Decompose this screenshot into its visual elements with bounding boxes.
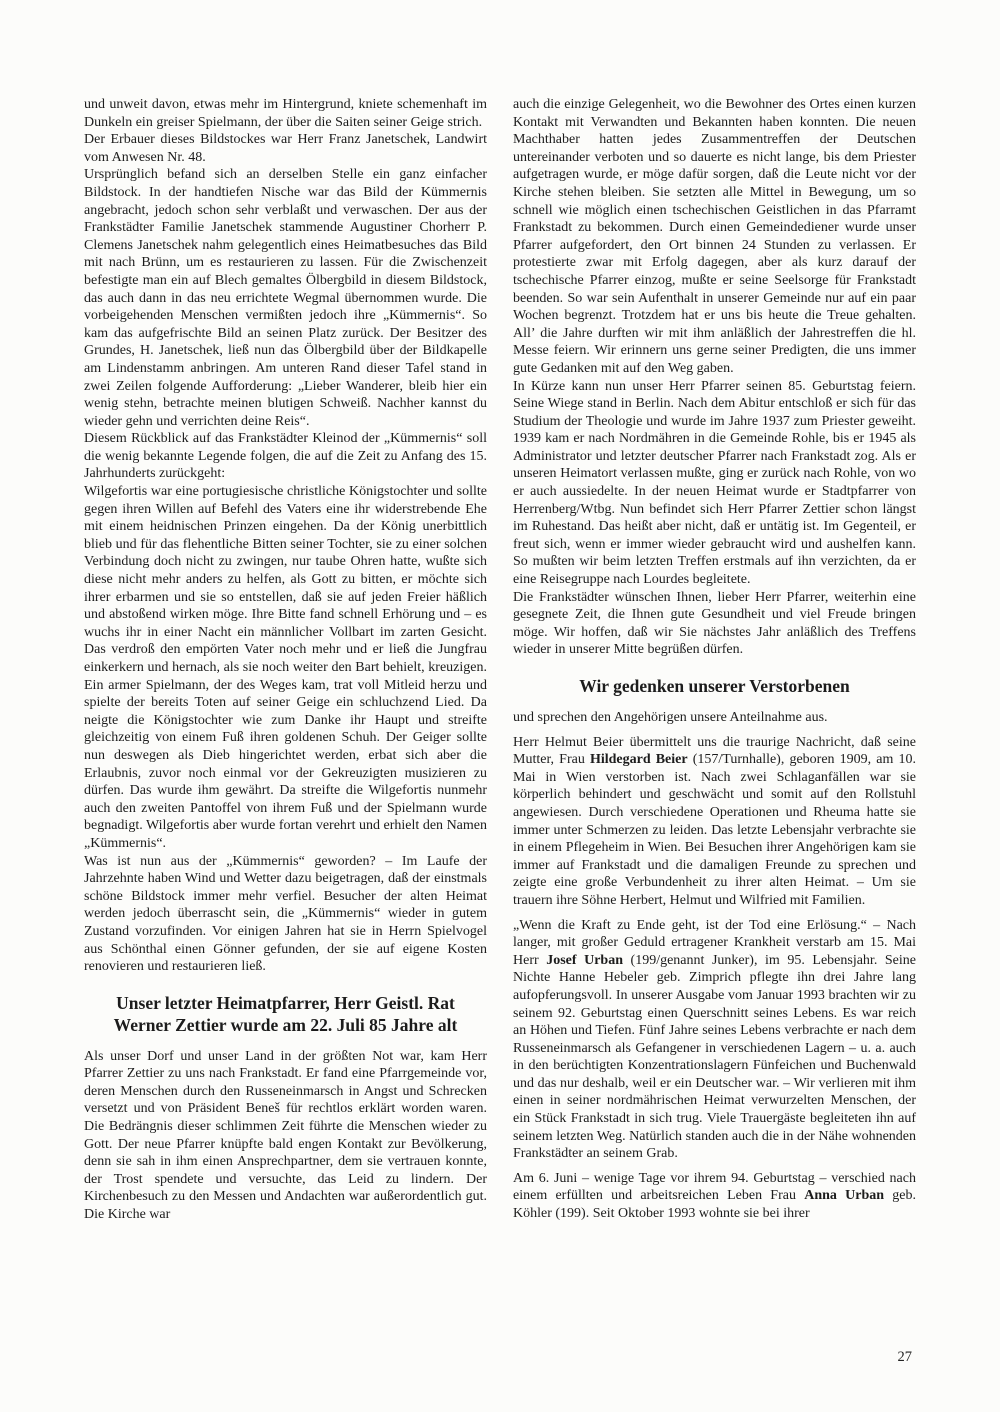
text-run: Diesem Rückblick auf das Frankstädter Kleinod der „Kümmernis“ soll die wenig bekannte Legende folgen, die auf die Zeit zu Anfang des 15. Jahrhunderts zurückgeht: bbox=[84, 431, 487, 482]
text-run: Der Erbauer dieses Bildstockes war Herr Franz Janetschek, Landwirt vom Anwesen Nr. 48. bbox=[84, 132, 487, 165]
paragraph bbox=[84, 166, 487, 430]
text-run: auch die einzige Gelegenheit, wo die Bewohner des Ortes einen kurzen Kontakt mit Verwandten und Bekannten haben konnten. Die neuen Machthaber hatten jedes Zusammentreffen der Deutschen untereinander verboten und so dauerte es nicht lange, bis dem Priester aufgetragen wurde, er möge dafür sorgen, daß die Leute nicht vor der Kirche stehen bleiben. Sie setzten alle Mittel in Bewegung, um so schnell wie möglich einen tschechischen Geistlichen in das Pfarramt Frankstadt zu bekommen. Durch einen Gemeindediener wurde unser Pfarrer aufgefordert, den Ort binnen 24 Stunden zu verlassen. Er protestierte zwar mit Erfolg dagegen, aber als kurz darauf der tschechische Pfarrer einzog, mußte er seine Seelsorge für Frankstadt beenden. So war sein Aufenthalt in unserer Gemeinde nur auf ein paar Wochen begrenzt. Trotzdem hat er uns bis heute die Treue gehalten. All’ die Jahre durften wir mit ihm anläßlich der Jahrestreffen die hl. Messe feiern. Wir erinnern uns gerne seiner Predigten, die uns immer gute Gedanken mit auf den Weg gaben. bbox=[513, 97, 916, 376]
paragraph bbox=[513, 734, 916, 910]
text-run: und sprechen den Angehörigen unsere Anteilnahme aus. bbox=[513, 710, 828, 725]
text-run: Die Frankstädter wünschen Ihnen, lieber Herr Pfarrer, weiterhin eine gesegnete Zeit, die Ihnen gute Gesundheit und viel Freude bringen möge. Wir hoffen, daß wir Sie nächstes Jahr anläßlich des Treffens wieder in unserer Mitte begrüßen dürfen. bbox=[513, 589, 916, 658]
left-column bbox=[84, 96, 487, 1224]
paragraph bbox=[513, 1170, 916, 1223]
page-number: 27 bbox=[897, 1349, 912, 1365]
two-column-layout bbox=[84, 96, 916, 1224]
text-run: geb. Köhler (199). Seit Oktober 1993 wohnte sie bei ihrer bbox=[513, 1188, 916, 1222]
text-run: In Kürze kann nun unser Herr Pfarrer seinen 85. Geburtstag feiern. Seine Wiege stand in Berlin. Nach dem Abitur entschloß er sich für das Studium der Theologie und wurde im Jahre 1937 zum Priester geweiht. 1939 kam er nach Nordmähren in die Gemeinde Rohle, bis er 1945 als Administrator und letzter deutscher Pfarrer nach Frankstadt zog. Als er unseren Heimatort verlassen mußte, ging er zurück nach Rohle, von wo er auch aussiedelte. In der neuen Heimat wurde er Stadtpfarrer von Herrenberg/Wtbg. Nun befindet sich Herr Pfarrer Zettier schon längst im Ruhestand. Das heißt aber nicht, daß er untätig ist. Im Gegenteil, er freut sich, wenn er immer wieder gebraucht wird und aushelfen kann. So mußten wir beim letzten Treffen erstmals auf ihn verzichten, da er eine Reisegruppe nach Lourdes begleitete. bbox=[513, 378, 916, 588]
right-column bbox=[513, 96, 916, 1224]
paragraph bbox=[84, 131, 487, 166]
paragraph bbox=[84, 483, 487, 852]
paragraph bbox=[84, 96, 487, 131]
paragraph bbox=[513, 917, 916, 1163]
text-run: (157/Turnhalle), geboren 1909, am 10. Mai in Wien verstorben ist. Nach zwei Schlaganfällen war sie körperlich behindert und geschwächt und somit auf den Rollstuhl angewiesen. Durch verschiedene Operationen und Rheuma hatte sie immer unter Schmerzen zu leiden. Das letzte Lebensjahr verbrachte sie in einem Pflegeheim in Wien. Bei Besuchen ihrer Angehörigen kam sie immer auf Frankstadt und die damaligen Freunde zu sprechen und zeigte eine große Verbundenheit zu ihrer alten Heimat. – Um sie trauern ihre Söhne Herbert, Helmut und Wilfried mit Familien. bbox=[513, 752, 916, 908]
bold-name: Josef Urban bbox=[546, 952, 623, 968]
text-run: Als unser Dorf und unser Land in der größten Not war, kam Herr Pfarrer Zettier zu uns nach Frankstadt. Er fand eine Pfarrgemeinde vor, deren Menschen durch den Russeneinmarsch in Angst und Schrecken versetzt und von Präsident Beneš für rechtlos erklärt worden waren. Die Bedrängnis dieser schlimmen Zeit führte die Menschen wieder zu Gott. Der neue Pfarrer knüpfte bald engen Kontakt zur Bevölkerung, denn sie sah in ihm einen Ansprechpartner, dem sie vertrauen konnte, der Trost spendete und versuchte, das Leid zu lindern. Der Kirchenbesuch zu den Messen und Andachten war außerordentlich gut. Die Kirche war bbox=[84, 1048, 487, 1223]
text-run: Herr Helmut Beier übermittelt uns die traurige Nachricht, daß seine Mutter, Frau bbox=[513, 734, 916, 768]
paragraph bbox=[513, 709, 916, 727]
bold-name: Anna Urban bbox=[804, 1188, 885, 1204]
text-run: Am 6. Juni – wenige Tage vor ihrem 94. Geburtstag – verschied nach einem erfüllten und arbeitsreichen Leben Frau bbox=[513, 1170, 916, 1204]
text-run: (199/genannt Junker), im 95. Lebensjahr. Seine Nichte Hanne Hebeler geb. Zimprich pflegte ihn drei Jahre lang aufopferungsvoll. In unserer Ausgabe vom Januar 1993 brachten wir zu seinem 92. Geburtstag einen Querschnitt seines Lebens. Es war reich an Höhen und Tiefen. Fünf Jahre seines Lebens verbrachte er nach dem Russeneinmarsch als Gefangener in verschiedenen Lagern – u. a. auch in den berüchtigten Konzentrationslagern Fünfeichen und Buchenwald und das nur deshalb, weil er ein Deutscher war. – Wir verlieren mit ihm einen in seiner nordmährischen Heimat verwurzelten Menschen, der ein Stück Frankstadt in sich trug. Viele Trauergäste begleiteten ihn auf seinem letzten Weg. Natürlich standen auch die in der Nähe wohnenden Frankstädter an seinem Grab. bbox=[513, 952, 916, 1162]
paragraph bbox=[513, 589, 916, 659]
text-run: Was ist nun aus der „Kümmernis“ geworden? – Im Laufe der Jahrzehnte haben Wind und Wetter dazu beigetragen, daß der einstmals schöne Bildstock immer mehr verfiel. Besucher der alten Heimat werden jedoch überrascht sein, die „Kümmernis“ wieder in gutem Zustand vorzufinden. Vor einigen Jahren hat sie in Herrn Spielvogel aus Schönthal einen Gönner gefunden, der sie auf eigene Kosten renovieren und restaurieren ließ. bbox=[84, 853, 487, 975]
text-run: Wir gedenken unserer Verstorbenen bbox=[579, 676, 850, 696]
text-run: Ursprünglich befand sich an derselben Stelle ein ganz einfacher Bildstock. In der handtiefen Nische war das Bild der Kümmernis angebracht, jedoch schon sehr verblaßt und verwaschen. Der aus der Frankstädter Familie Janetschek stammende Augustiner Chorherr P. Clemens Janetschek nahm gelegentlich eines Heimatbesuches das Bild mit nach Brünn, um es restaurieren zu lassen. Für die Zwischenzeit befestigte man ein auf Blech gemaltes Ölbergbild in diesem Bildstock, das auch dann in das neu errichtete Wegmal übernommen wurde. Die vorbeigehenden Menschen vermißten jedoch ihre „Kümmernis“. So kam das aufgefrischte Bild an seinen Platz zurück. Der Besitzer des Grundes, H. Janetschek, ließ nun das Ölbergbild über der Bildkapelle am Lindenstamm anbringen. Am unteren Rand dieser Tafel stand in zwei Zeilen folgende Aufforderung: „Lieber Wanderer, bleib hier ein wenig stehn, betrachte meinen blutigen Schweiß. Nachher kannst du wieder gehn und verrichten deine Reis“. bbox=[84, 167, 487, 429]
paragraph bbox=[84, 1048, 487, 1224]
paragraph bbox=[84, 430, 487, 483]
section-heading bbox=[517, 675, 912, 697]
text-run: Unser letzter Heimatpfarrer, Herr Geistl. Rat Werner Zettier wurde am 22. Juli 85 Jahre alt bbox=[113, 992, 458, 1035]
text-run: und unweit davon, etwas mehr im Hintergrund, kniete schemenhaft im Dunkeln ein greiser Spielmann, der über die Saiten seiner Geige strich. bbox=[84, 97, 487, 130]
section-heading bbox=[88, 992, 483, 1036]
paragraph bbox=[513, 378, 916, 589]
text-run: „Wenn die Kraft zu Ende geht, ist der Tod eine Erlösung.“ – Nach langer, mit großer Geduld ertragener Krankheit verstarb am 15. Mai Herr bbox=[513, 917, 916, 968]
paragraph bbox=[513, 96, 916, 378]
text-run: Wilgefortis war eine portugiesische christliche Königstochter und sollte gegen ihren Willen auf Befehl des Vaters eine ihr widerstrebende Ehe mit einem heidnischen Prinzen eingehen. Da der König unerbittlich blieb und für das flehentliche Bitten seiner Tochter, sie zu einer solchen Verbindung doch nicht zu zwingen, nur taube Ohren hatte, wußte sich diese nicht mehr anders zu helfen, als Gott zu bitten, er möchte sich ihrer erbarmen und sie so entstellen, daß sie auf jeden Freier häßlich und abstoßend wirken möge. Ihre Bitte fand schnell Erhörung und – es wuchs ihr in einer Nacht ein männlicher Vollbart im zarten Gesicht. Das verdroß den empörten Vater noch mehr und er ließ die Jungfrau einkerkern und hernach, als sie noch weiter den Bart behielt, kreuzigen. Ein armer Spielmann, der des Weges kam, trat voll Mitleid herzu und spielte der bereits Toten auf seiner Geige ein schluchzend Lied. Da neigte die Königstochter wie zum Danke ihr Haupt und streifte gleichzeitig von einem Fuß ihren goldenen Schuh. Der Geiger sollte nun deswegen als Dieb hingerichtet werden, erbat sich aber die Erlaubnis, zuvor noch einmal vor der Gekreuzigten musizieren zu dürfen. Das wurde ihm gewährt. Da streifte die Wilgefortis nunmehr auch den zweiten Pantoffel von ihrem Fuß und der Spielmann wurde begnadigt. Wilgefortis aber wurde fortan verehrt und erhielt den Namen „Kümmernis“. bbox=[84, 484, 487, 851]
bold-name: Hildegard Beier bbox=[589, 752, 688, 768]
paragraph bbox=[84, 853, 487, 976]
